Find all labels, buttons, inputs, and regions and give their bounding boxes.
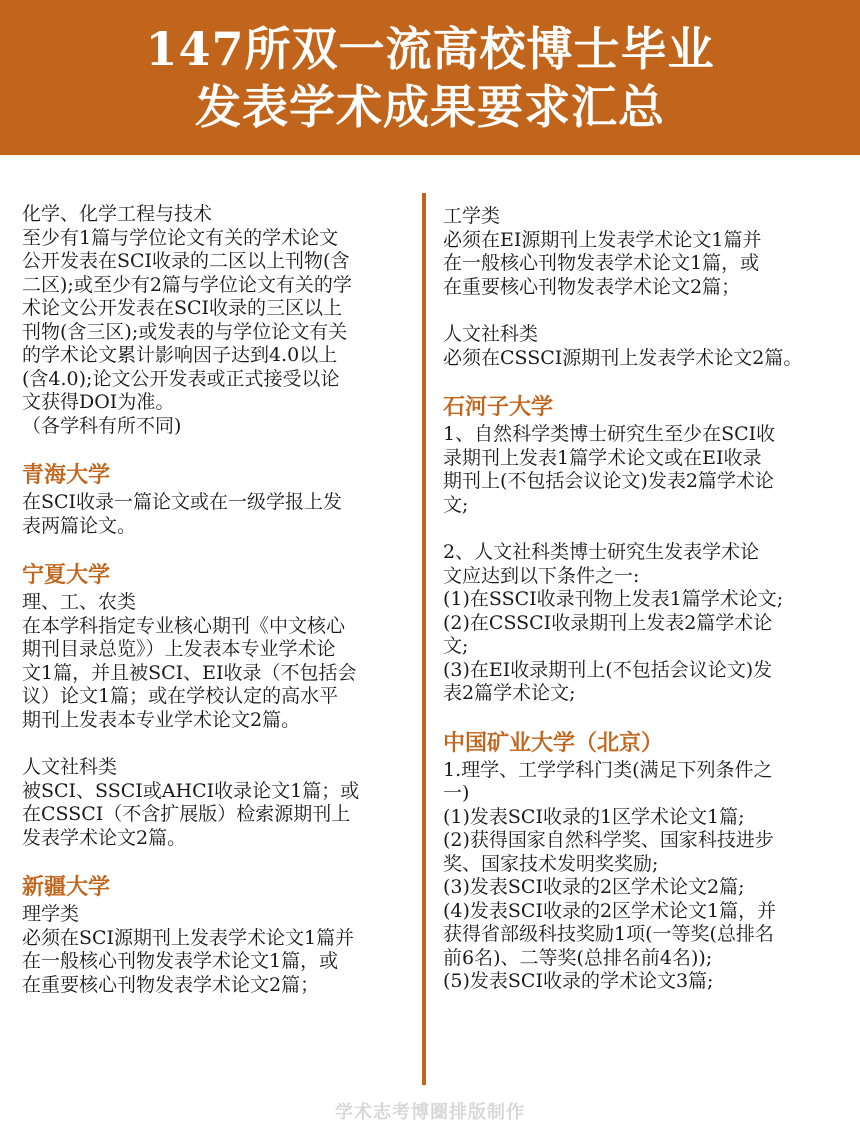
left-column	[22, 203, 414, 997]
section-title-shihezi: 石河子大学	[443, 394, 554, 420]
text-line: (含4.0);论文公开发表或正式接受以论	[22, 367, 340, 390]
section-title-cumtb: 中国矿业大学（北京）	[443, 729, 664, 756]
text-line: 公开发表在SCI收录的二区以上刊物(含	[22, 250, 350, 272]
text-line: 前6名)、二等奖(总排名前4名));	[443, 946, 713, 969]
text-line: 文获得DOI为准。	[22, 391, 175, 413]
text-line: 录期刊上发表1篇学术论文或在EI收录	[443, 446, 762, 469]
text-line: 刊物(含三区);或发表的与学位论文有关	[22, 320, 348, 343]
text-line: 期刊上(不包括会议论文)发表2篇学术论	[443, 470, 774, 492]
text-line: 文1篇，并且被SCI、EI收录（不包括会	[22, 661, 357, 684]
text-line: (1)发表SCI收录的1区学术论文1篇;	[443, 805, 745, 828]
text-line: 在一般核心刊物发表学术论文1篇，或	[443, 252, 760, 274]
text-line: 工学类	[443, 205, 501, 227]
chemistry-section	[22, 203, 414, 438]
text-line: 化学、化学工程与技术	[22, 203, 213, 225]
ningxia-section	[22, 562, 414, 850]
text-line: 人文社科类	[443, 323, 539, 345]
text-line: 必须在CSSCI源期刊上发表学术论文2篇。	[443, 346, 803, 369]
text-line: 必须在SCI源期刊上发表学术论文1篇并	[22, 926, 355, 949]
text-line: 至少有1篇与学位论文有关的学术论文	[22, 226, 339, 249]
text-line: 的学术论文累计影响因子达到4.0以上	[22, 344, 338, 366]
text-line: (2)在CSSCI收录期刊上发表2篇学术论	[443, 611, 773, 634]
text-line: 2、人文社科类博士研究生发表学术论	[443, 541, 760, 563]
text-line: (3)发表SCI收录的2区学术论文2篇;	[443, 876, 745, 898]
text-line: (2)获得国家自然科学奖、国家科技进步	[443, 829, 774, 851]
text-line: 奖、国家技术发明奖奖励;	[443, 852, 659, 875]
section-title-ningxia: 宁夏大学	[22, 562, 111, 588]
xinjiang-section	[22, 874, 414, 997]
text-line: 议）论文1篇；或在学校认定的高水平	[22, 685, 339, 707]
section-title-xinjiang: 新疆大学	[22, 874, 111, 900]
text-line: 在重要核心刊物发表学术论文2篇；	[22, 973, 320, 996]
text-line: (3)在EI收录期刊上(不包括会议论文)发	[443, 658, 773, 681]
page-header	[0, 0, 860, 155]
text-line: 理、工、农类	[22, 591, 137, 613]
text-line: 发表学术论文2篇。	[22, 826, 187, 849]
text-line: 期刊目录总览》）上发表本专业学术论	[22, 638, 336, 660]
spacer	[443, 517, 843, 541]
text-line: 表两篇论文。	[22, 514, 137, 537]
xinjiang-engineering-section	[443, 205, 843, 299]
text-line: 文;	[443, 635, 469, 657]
text-line: (4)发表SCI收录的2区学术论文1篇，并	[443, 899, 777, 922]
column-divider	[422, 193, 426, 1085]
text-line: 必须在EI源期刊上发表学术论文1篇并	[443, 228, 762, 251]
right-column	[443, 205, 843, 994]
text-line: 1、自然科学类博士研究生至少在SCI收	[443, 423, 776, 445]
text-line: 在CSSCI（不含扩展版）检索源期刊上	[22, 803, 351, 825]
xinjiang-humanities-section	[443, 323, 843, 370]
text-line: 期刊上发表本专业学术论文2篇。	[22, 708, 301, 731]
text-line: 在重要核心刊物发表学术论文2篇；	[443, 275, 741, 298]
shihezi-section	[443, 394, 843, 706]
spacer	[22, 732, 414, 756]
text-line: 表2篇学术论文;	[443, 682, 576, 704]
text-line: (5)发表SCI收录的学术论文3篇;	[443, 970, 714, 992]
text-line: 在SCI收录一篇论文或在一级学报上发	[22, 491, 343, 513]
page-title-line-1: 147所双一流高校博士毕业	[145, 21, 715, 76]
text-line: 在一般核心刊物发表学术论文1篇，或	[22, 950, 339, 972]
text-line: 人文社科类	[22, 756, 118, 778]
watermark-credit: 学术志考博圈排版制作	[335, 1102, 525, 1123]
text-line: 1.理学、工学学科门类(满足下列条件之	[443, 758, 773, 781]
text-line: 文;	[443, 493, 469, 516]
text-line: 一)	[443, 782, 470, 804]
text-line: 理学类	[22, 903, 80, 925]
cumtb-section	[443, 730, 843, 994]
text-line: （各学科有所不同)	[22, 414, 182, 437]
text-line: 文应达到以下条件之一:	[443, 564, 640, 587]
text-line: 获得省部级科技奖励1项(一等奖(总排名	[443, 923, 774, 945]
qinghai-section	[22, 462, 414, 538]
text-line: (1)在SSCI收录刊物上发表1篇学术论文;	[443, 588, 784, 610]
text-line: 在本学科指定专业核心期刊《中文核心	[22, 614, 346, 637]
text-line: 被SCI、SSCI或AHCI收录论文1篇；或	[22, 779, 360, 802]
text-line: 二区);或至少有2篇与学位论文有关的学	[22, 273, 352, 296]
text-line: 术论文公开发表在SCI收录的三区以上	[22, 297, 343, 319]
page-title-line-2: 发表学术成果要求汇总	[195, 79, 665, 134]
section-title-qinghai: 青海大学	[22, 462, 111, 488]
